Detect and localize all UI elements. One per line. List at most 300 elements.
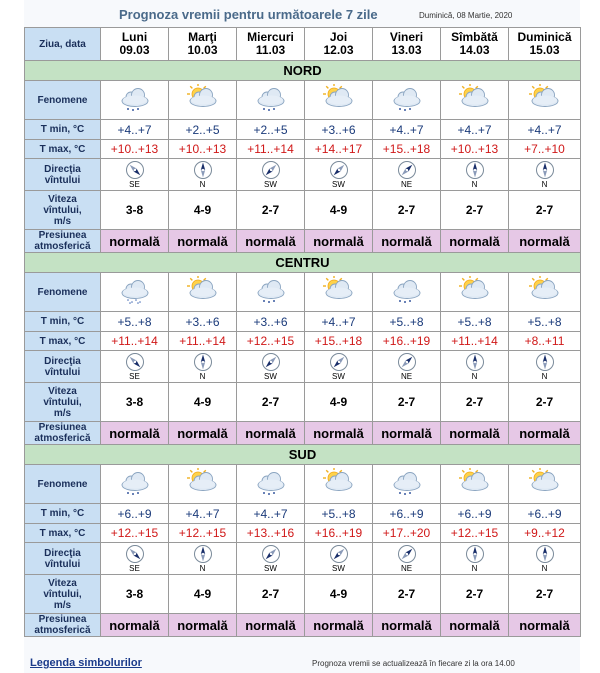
- region-name: CENTRU: [25, 253, 581, 273]
- wind-direction-cell: [101, 159, 169, 191]
- wind-direction-label-line: Direcţia: [44, 355, 81, 367]
- day-date: 15.03: [529, 43, 560, 57]
- tmax-label: T max, °C: [25, 140, 101, 159]
- tmin-value: +6..+9: [509, 504, 581, 524]
- wind-direction-cell: [509, 543, 581, 575]
- phenomena-label: Fenomene: [25, 273, 101, 312]
- tmax-value: +11..+14: [237, 140, 305, 159]
- wind-direction-label-line: vîntului: [44, 558, 81, 570]
- region-header-row: [25, 445, 581, 465]
- wind-direction-box: [441, 544, 508, 573]
- wind-direction-cell: [441, 351, 509, 383]
- day-header: [237, 28, 305, 61]
- page-header: [24, 4, 580, 26]
- tmin-row: [25, 312, 581, 332]
- tmax-value: +9..+12: [509, 524, 581, 543]
- wind-direction-cell: [169, 351, 237, 383]
- tmax-value: +12..+15: [101, 524, 169, 543]
- pressure-value: normală: [237, 230, 305, 253]
- wind-speed-value: 4-9: [169, 575, 237, 614]
- partly-cloudy-icon: [457, 84, 493, 112]
- wind-direction-cell: [101, 543, 169, 575]
- wind-speed-value: 2-7: [509, 575, 581, 614]
- phenomena-row: [25, 465, 581, 504]
- wind-direction-box: [169, 544, 236, 573]
- cloud-snow-icon: [389, 468, 425, 496]
- wind-speed-value: 4-9: [305, 575, 373, 614]
- pressure-value: normală: [373, 614, 441, 637]
- phenomena-cell: [509, 465, 581, 504]
- pressure-value: normală: [101, 614, 169, 637]
- forecast-table: [24, 27, 581, 637]
- pressure-value: normală: [441, 422, 509, 445]
- tmax-value: +16..+19: [305, 524, 373, 543]
- phenomena-cell: [509, 273, 581, 312]
- wind-direction-icon: [535, 160, 555, 180]
- wind-direction-box: [373, 352, 440, 381]
- phenomena-cell: [441, 273, 509, 312]
- wind-direction-row: [25, 543, 581, 575]
- wind-direction-label: SW: [332, 180, 345, 189]
- page-title: Prognoza vremii pentru următoarele 7 zile: [119, 7, 378, 22]
- wind-speed-value: 3-8: [101, 191, 169, 230]
- wind-direction-box: [441, 352, 508, 381]
- wind-direction-box: [373, 544, 440, 573]
- pressure-value: normală: [237, 422, 305, 445]
- phenomena-cell: [169, 81, 237, 120]
- wind-direction-label: N: [199, 564, 206, 573]
- phenomena-cell: [169, 273, 237, 312]
- wind-direction-icon: [193, 160, 213, 180]
- wind-speed-label-line: m/s: [53, 599, 72, 611]
- wind-speed-label-line: m/s: [53, 215, 72, 227]
- pressure-row: [25, 422, 581, 445]
- pressure-value: normală: [169, 422, 237, 445]
- tmin-value: +5..+8: [305, 504, 373, 524]
- tmax-value: +17..+20: [373, 524, 441, 543]
- pressure-value: normală: [305, 422, 373, 445]
- wind-direction-cell: [509, 159, 581, 191]
- wind-direction-box: [305, 352, 372, 381]
- partly-cloudy-icon: [457, 468, 493, 496]
- wind-speed-label-line: m/s: [53, 407, 72, 419]
- day-header: [373, 28, 441, 61]
- tmax-value: +14..+17: [305, 140, 373, 159]
- day-date: 11.03: [255, 43, 286, 57]
- tmax-value: +15..+18: [373, 140, 441, 159]
- wind-direction-box: [509, 544, 580, 573]
- partly-cloudy-icon: [185, 84, 221, 112]
- tmax-value: +12..+15: [169, 524, 237, 543]
- wind-direction-label: NE: [400, 180, 413, 189]
- wind-speed-value: 2-7: [441, 191, 509, 230]
- tmin-value: +3..+6: [237, 312, 305, 332]
- current-date: Duminică, 08 Martie, 2020: [419, 11, 513, 20]
- day-header: [441, 28, 509, 61]
- wind-speed-row: [25, 191, 581, 230]
- tmin-value: +4..+7: [305, 312, 373, 332]
- cloud-snow-icon: [389, 84, 425, 112]
- wind-speed-label-line: vîntului,: [43, 204, 82, 216]
- wind-direction-box: [509, 352, 580, 381]
- wind-direction-icon: [193, 352, 213, 372]
- wind-speed-value: 2-7: [237, 191, 305, 230]
- tmax-value: +7..+10: [509, 140, 581, 159]
- tmin-row: [25, 120, 581, 140]
- wind-direction-label-line: Direcţia: [44, 547, 81, 559]
- region-name: NORD: [25, 61, 581, 81]
- wind-direction-label-line: vîntului: [44, 366, 81, 378]
- phenomena-label: Fenomene: [25, 465, 101, 504]
- wind-direction-icon: [125, 544, 145, 564]
- wind-direction-label: N: [541, 564, 548, 573]
- update-note: Prognoza vremii se actualizează în fiecare zi la ora 14.00: [312, 659, 515, 668]
- phenomena-cell: [441, 465, 509, 504]
- phenomena-cell: [373, 465, 441, 504]
- tmin-value: +6..+9: [373, 504, 441, 524]
- partly-cloudy-icon: [527, 276, 563, 304]
- wind-direction-label: NE: [400, 372, 413, 381]
- wind-direction-icon: [535, 544, 555, 564]
- cloud-snow-icon: [389, 276, 425, 304]
- wind-direction-icon: [329, 352, 349, 372]
- wind-direction-label: SW: [264, 372, 277, 381]
- partly-cloudy-icon: [321, 276, 357, 304]
- phenomena-cell: [169, 465, 237, 504]
- pressure-label-line: Presiunea: [38, 614, 87, 625]
- tmax-label: T max, °C: [25, 524, 101, 543]
- pressure-label-line: atmosferică: [34, 241, 91, 252]
- wind-direction-cell: [373, 543, 441, 575]
- tmin-value: +4..+7: [101, 120, 169, 140]
- partly-cloudy-icon: [527, 468, 563, 496]
- wind-direction-cell: [237, 351, 305, 383]
- wind-direction-label: [25, 543, 101, 575]
- partly-cloudy-icon: [185, 468, 221, 496]
- wind-speed-value: 4-9: [169, 191, 237, 230]
- tmin-value: +5..+8: [101, 312, 169, 332]
- phenomena-cell: [305, 273, 373, 312]
- pressure-label: [25, 614, 101, 637]
- wind-direction-icon: [397, 352, 417, 372]
- phenomena-cell: [101, 81, 169, 120]
- day-header: [101, 28, 169, 61]
- wind-direction-box: [509, 160, 580, 189]
- phenomena-cell: [101, 465, 169, 504]
- pressure-value: normală: [305, 614, 373, 637]
- wind-speed-value: 2-7: [237, 575, 305, 614]
- wind-direction-icon: [125, 352, 145, 372]
- wind-speed-row: [25, 575, 581, 614]
- phenomena-cell: [509, 81, 581, 120]
- phenomena-row: [25, 81, 581, 120]
- wind-direction-icon: [465, 544, 485, 564]
- wind-direction-cell: [305, 351, 373, 383]
- pressure-value: normală: [101, 230, 169, 253]
- wind-direction-icon: [261, 544, 281, 564]
- phenomena-cell: [237, 465, 305, 504]
- pressure-label: [25, 230, 101, 253]
- day-header: [509, 28, 581, 61]
- phenomena-cell: [305, 465, 373, 504]
- cloud-snow-icon: [117, 468, 153, 496]
- tmax-value: +12..+15: [441, 524, 509, 543]
- tmax-value: +15..+18: [305, 332, 373, 351]
- wind-direction-box: [237, 352, 304, 381]
- tmin-value: +5..+8: [373, 312, 441, 332]
- pressure-value: normală: [373, 230, 441, 253]
- cloud-rain-icon: [117, 276, 153, 304]
- phenomena-cell: [237, 81, 305, 120]
- phenomena-cell: [441, 81, 509, 120]
- wind-direction-icon: [465, 352, 485, 372]
- wind-direction-icon: [465, 160, 485, 180]
- tmax-value: +11..+14: [169, 332, 237, 351]
- wind-direction-icon: [329, 160, 349, 180]
- wind-direction-box: [101, 160, 168, 189]
- wind-speed-value: 3-8: [101, 383, 169, 422]
- day-name: Duminică: [517, 30, 572, 44]
- wind-direction-cell: [305, 159, 373, 191]
- wind-direction-label: SE: [129, 180, 140, 189]
- tmin-row: [25, 504, 581, 524]
- tmax-label: T max, °C: [25, 332, 101, 351]
- wind-direction-label: SW: [264, 180, 277, 189]
- wind-speed-label: [25, 191, 101, 230]
- region-name: SUD: [25, 445, 581, 465]
- pressure-label-line: Presiunea: [38, 230, 87, 241]
- wind-direction-row: [25, 351, 581, 383]
- wind-speed-value: 4-9: [305, 383, 373, 422]
- wind-direction-label: N: [541, 372, 548, 381]
- day-name: Sîmbătă: [451, 30, 498, 44]
- wind-direction-cell: [169, 543, 237, 575]
- tmax-value: +11..+14: [441, 332, 509, 351]
- wind-direction-box: [305, 160, 372, 189]
- tmax-value: +10..+13: [169, 140, 237, 159]
- region-header-row: [25, 253, 581, 273]
- pressure-value: normală: [101, 422, 169, 445]
- tmin-value: +6..+9: [101, 504, 169, 524]
- wind-direction-label-line: Direcţia: [44, 163, 81, 175]
- tmax-row: [25, 332, 581, 351]
- wind-direction-cell: [441, 543, 509, 575]
- wind-speed-value: 4-9: [169, 383, 237, 422]
- wind-direction-label: N: [471, 180, 478, 189]
- wind-direction-label: N: [199, 372, 206, 381]
- pressure-label-line: atmosferică: [34, 625, 91, 636]
- pressure-value: normală: [441, 614, 509, 637]
- tmin-value: +3..+6: [169, 312, 237, 332]
- partly-cloudy-icon: [457, 276, 493, 304]
- tmax-value: +16..+19: [373, 332, 441, 351]
- pressure-value: normală: [509, 614, 581, 637]
- wind-direction-row: [25, 159, 581, 191]
- wind-direction-icon: [125, 160, 145, 180]
- wind-speed-value: 2-7: [509, 191, 581, 230]
- day-header: [305, 28, 373, 61]
- wind-direction-label: [25, 159, 101, 191]
- tmax-row: [25, 524, 581, 543]
- tmin-value: +4..+7: [509, 120, 581, 140]
- wind-speed-value: 2-7: [441, 575, 509, 614]
- tmin-value: +5..+8: [441, 312, 509, 332]
- tmax-value: +8..+11: [509, 332, 581, 351]
- wind-speed-value: 2-7: [441, 383, 509, 422]
- wind-direction-cell: [373, 351, 441, 383]
- tmin-value: +4..+7: [441, 120, 509, 140]
- cloud-snow-icon: [117, 84, 153, 112]
- wind-direction-cell: [305, 543, 373, 575]
- wind-direction-box: [169, 352, 236, 381]
- phenomena-label: Fenomene: [25, 81, 101, 120]
- wind-direction-label: SW: [332, 564, 345, 573]
- wind-direction-cell: [441, 159, 509, 191]
- wind-speed-value: 2-7: [373, 575, 441, 614]
- tmax-value: +12..+15: [237, 332, 305, 351]
- wind-direction-label: [25, 351, 101, 383]
- wind-speed-label-line: vîntului,: [43, 396, 82, 408]
- wind-speed-value: 2-7: [509, 383, 581, 422]
- day-name: Luni: [121, 30, 148, 44]
- day-date: 14.03: [459, 43, 490, 57]
- wind-direction-box: [373, 160, 440, 189]
- day-column-label: Ziua, data: [25, 28, 101, 61]
- wind-speed-value: 2-7: [237, 383, 305, 422]
- wind-direction-box: [237, 544, 304, 573]
- wind-direction-label: SE: [129, 564, 140, 573]
- pressure-value: normală: [169, 614, 237, 637]
- wind-speed-label-line: Viteza: [48, 193, 77, 205]
- wind-direction-box: [101, 544, 168, 573]
- tmin-value: +4..+7: [373, 120, 441, 140]
- pressure-value: normală: [509, 422, 581, 445]
- pressure-label-line: atmosferică: [34, 433, 91, 444]
- tmin-value: +6..+9: [441, 504, 509, 524]
- wind-direction-cell: [169, 159, 237, 191]
- partly-cloudy-icon: [321, 84, 357, 112]
- wind-speed-label-line: Viteza: [48, 577, 77, 589]
- wind-direction-cell: [509, 351, 581, 383]
- wind-direction-label: N: [541, 180, 548, 189]
- pressure-label: [25, 422, 101, 445]
- day-date: 12.03: [323, 43, 354, 57]
- wind-direction-label-line: vîntului: [44, 174, 81, 186]
- wind-direction-label: N: [471, 564, 478, 573]
- wind-direction-box: [101, 352, 168, 381]
- partly-cloudy-icon: [527, 84, 563, 112]
- phenomena-cell: [101, 273, 169, 312]
- tmin-label: T min, °C: [25, 312, 101, 332]
- tmin-label: T min, °C: [25, 504, 101, 524]
- tmin-value: +4..+7: [237, 504, 305, 524]
- phenomena-cell: [305, 81, 373, 120]
- wind-direction-box: [305, 544, 372, 573]
- wind-speed-label: [25, 383, 101, 422]
- wind-direction-label: SW: [332, 372, 345, 381]
- day-date: 09.03: [119, 43, 150, 57]
- wind-direction-icon: [397, 544, 417, 564]
- phenomena-row: [25, 273, 581, 312]
- phenomena-cell: [373, 273, 441, 312]
- pressure-value: normală: [441, 230, 509, 253]
- day-header: [169, 28, 237, 61]
- day-date: 10.03: [187, 43, 218, 57]
- cloud-snow-icon: [253, 84, 289, 112]
- wind-direction-icon: [397, 160, 417, 180]
- day-name: Marţi: [188, 30, 217, 44]
- wind-speed-value: 2-7: [373, 191, 441, 230]
- pressure-value: normală: [373, 422, 441, 445]
- wind-direction-icon: [261, 352, 281, 372]
- pressure-value: normală: [509, 230, 581, 253]
- pressure-row: [25, 230, 581, 253]
- wind-direction-icon: [261, 160, 281, 180]
- tmax-value: +13..+16: [237, 524, 305, 543]
- wind-speed-label: [25, 575, 101, 614]
- day-name: Vineri: [389, 30, 424, 44]
- wind-direction-cell: [101, 351, 169, 383]
- wind-direction-label: NE: [400, 564, 413, 573]
- wind-speed-value: 4-9: [305, 191, 373, 230]
- tmax-value: +10..+13: [101, 140, 169, 159]
- partly-cloudy-icon: [321, 468, 357, 496]
- cloud-snow-icon: [253, 276, 289, 304]
- tmax-value: +10..+13: [441, 140, 509, 159]
- cloud-snow-icon: [253, 468, 289, 496]
- wind-speed-label-line: vîntului,: [43, 588, 82, 600]
- day-date: 13.03: [391, 43, 422, 57]
- wind-speed-value: 2-7: [373, 383, 441, 422]
- wind-speed-value: 3-8: [101, 575, 169, 614]
- wind-direction-box: [441, 160, 508, 189]
- wind-direction-label: SE: [129, 372, 140, 381]
- tmax-row: [25, 140, 581, 159]
- wind-direction-icon: [193, 544, 213, 564]
- day-name: Miercuri: [247, 30, 294, 44]
- tmin-value: +5..+8: [509, 312, 581, 332]
- wind-direction-label: SW: [264, 564, 277, 573]
- wind-direction-icon: [329, 544, 349, 564]
- pressure-value: normală: [237, 614, 305, 637]
- symbols-legend-link[interactable]: Legenda simbolurilor: [30, 657, 142, 669]
- day-header-row: [25, 28, 581, 61]
- tmin-value: +2..+5: [237, 120, 305, 140]
- phenomena-cell: [237, 273, 305, 312]
- tmin-value: +4..+7: [169, 504, 237, 524]
- wind-speed-row: [25, 383, 581, 422]
- pressure-value: normală: [305, 230, 373, 253]
- phenomena-cell: [373, 81, 441, 120]
- tmin-value: +3..+6: [305, 120, 373, 140]
- wind-direction-icon: [535, 352, 555, 372]
- wind-direction-box: [169, 160, 236, 189]
- wind-speed-label-line: Viteza: [48, 385, 77, 397]
- wind-direction-box: [237, 160, 304, 189]
- wind-direction-cell: [237, 159, 305, 191]
- wind-direction-label: N: [199, 180, 206, 189]
- day-name: Joi: [329, 30, 348, 44]
- pressure-value: normală: [169, 230, 237, 253]
- tmin-value: +2..+5: [169, 120, 237, 140]
- wind-direction-cell: [373, 159, 441, 191]
- pressure-row: [25, 614, 581, 637]
- pressure-label-line: Presiunea: [38, 422, 87, 433]
- tmin-label: T min, °C: [25, 120, 101, 140]
- tmax-value: +11..+14: [101, 332, 169, 351]
- partly-cloudy-icon: [185, 276, 221, 304]
- region-header-row: [25, 61, 581, 81]
